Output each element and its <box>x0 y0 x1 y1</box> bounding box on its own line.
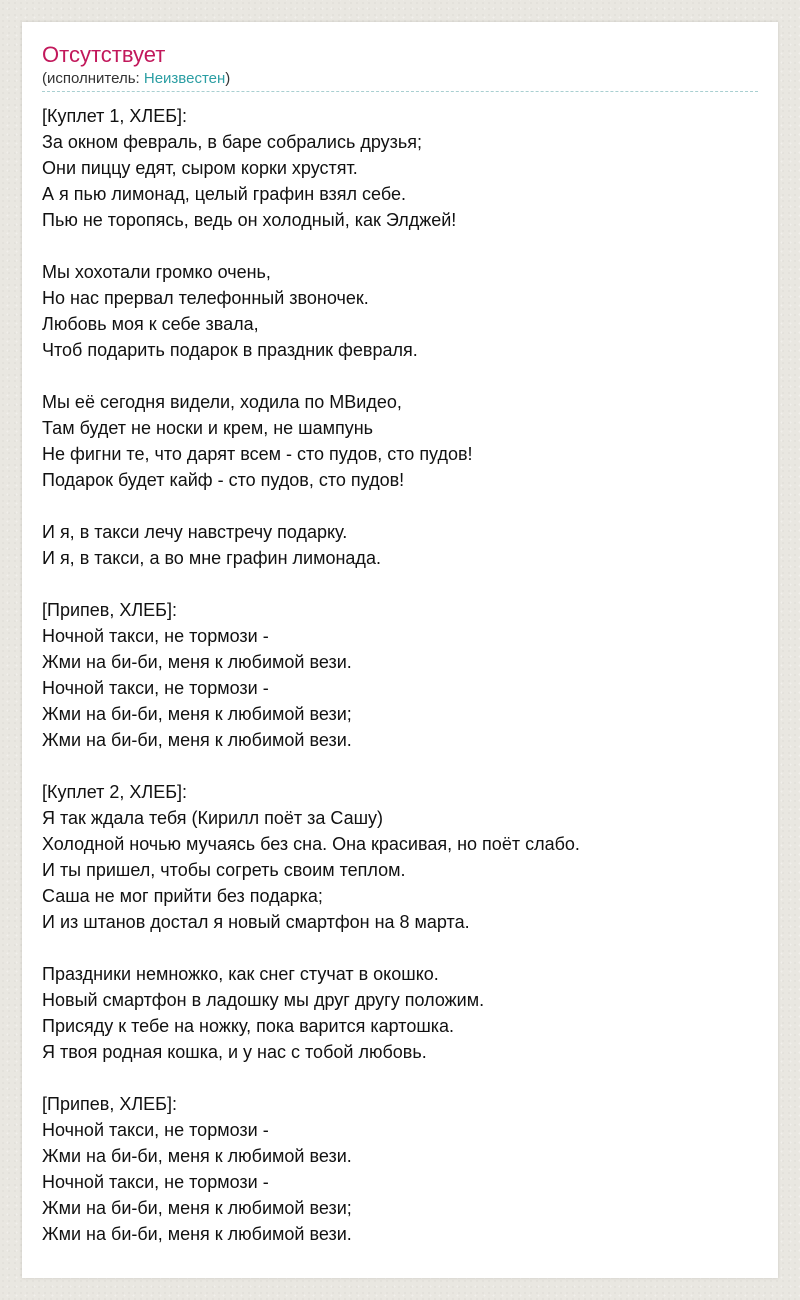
stanza-gap <box>42 571 758 597</box>
lyric-line: Жми на би-би, меня к любимой вези. <box>42 730 352 750</box>
lyric-line: Жми на би-би, меня к любимой вези; <box>42 704 352 724</box>
lyric-line: Жми на би-би, меня к любимой вези; <box>42 1198 352 1218</box>
lyric-line: И я, в такси, а во мне графин лимонада. <box>42 548 381 568</box>
artist-link[interactable]: Неизвестен <box>143 70 226 87</box>
lyric-line: За окном февраль, в баре собрались друзья; <box>42 132 423 152</box>
song-title: Отсутствует <box>42 42 166 67</box>
lyric-line: [Куплет 1, ХЛЕБ]: <box>42 106 188 126</box>
lyric-line: И ты пришел, чтобы согреть своим теплом. <box>42 860 406 880</box>
lyric-line: [Куплет 2, ХЛЕБ]: <box>42 782 188 802</box>
lyric-line: Присяду к тебе на ножку, пока варится картошка. <box>42 1016 455 1036</box>
lyric-line: Я твоя родная кошка, и у нас с тобой любовь. <box>42 1042 427 1062</box>
lyric-line: Ночной такси, не тормози - <box>42 1172 269 1192</box>
lyric-line: Там будет не носки и крем, не шампунь <box>42 418 374 438</box>
stanza-gap <box>42 493 758 519</box>
lyric-line: Жми на би-би, меня к любимой вези. <box>42 1224 352 1244</box>
lyric-line: И я, в такси лечу навстречу подарку. <box>42 522 348 542</box>
lyric-line: Любовь моя к себе звала, <box>42 314 259 334</box>
stanza-gap <box>42 363 758 389</box>
lyric-line: Ночной такси, не тормози - <box>42 626 269 646</box>
artist-suffix: ) <box>225 70 231 87</box>
lyric-line: И из штанов достал я новый смартфон на 8 марта. <box>42 912 470 932</box>
stanza-gap <box>42 935 758 961</box>
lyric-line: Саша не мог прийти без подарка; <box>42 886 323 906</box>
lyric-line: Пью не торопясь, ведь он холодный, как Элджей! <box>42 210 457 230</box>
lyric-line: Не фигни те, что дарят всем - сто пудов, сто пудов! <box>42 444 473 464</box>
stanza-gap <box>42 753 758 779</box>
lyrics-body <box>42 103 758 1247</box>
lyric-line: Жми на би-би, меня к любимой вези. <box>42 1146 352 1166</box>
lyric-line: Жми на би-би, меня к любимой вези. <box>42 652 352 672</box>
artist-line <box>42 69 758 92</box>
lyric-line: Чтоб подарить подарок в праздник февраля. <box>42 340 418 360</box>
lyric-line: Я так ждала тебя (Кирилл поёт за Сашу) <box>42 808 384 828</box>
lyric-line: Мы хохотали громко очень, <box>42 262 271 282</box>
stanza-gap <box>42 1065 758 1091</box>
artist-prefix: (исполнитель: <box>42 70 144 87</box>
lyric-line: [Припев, ХЛЕБ]: <box>42 1094 177 1114</box>
lyric-line: [Припев, ХЛЕБ]: <box>42 600 177 620</box>
lyric-line: Но нас прервал телефонный звоночек. <box>42 288 369 308</box>
lyric-line: Подарок будет кайф - сто пудов, сто пудов! <box>42 470 405 490</box>
lyric-line: Они пиццу едят, сыром корки хрустят. <box>42 158 358 178</box>
lyrics-card <box>22 22 778 1278</box>
stanza-gap <box>42 233 758 259</box>
lyric-line: Ночной такси, не тормози - <box>42 1120 269 1140</box>
lyric-line: Праздники немножко, как снег стучат в окошко. <box>42 964 439 984</box>
lyric-line: Холодной ночью мучаясь без сна. Она красивая, но поёт слабо. <box>42 834 580 854</box>
lyric-line: Новый смартфон в ладошку мы друг другу положим. <box>42 990 485 1010</box>
lyric-line: А я пью лимонад, целый графин взял себе. <box>42 184 406 204</box>
lyric-line: Ночной такси, не тормози - <box>42 678 269 698</box>
lyric-line: Мы её сегодня видели, ходила по МВидео, <box>42 392 402 412</box>
